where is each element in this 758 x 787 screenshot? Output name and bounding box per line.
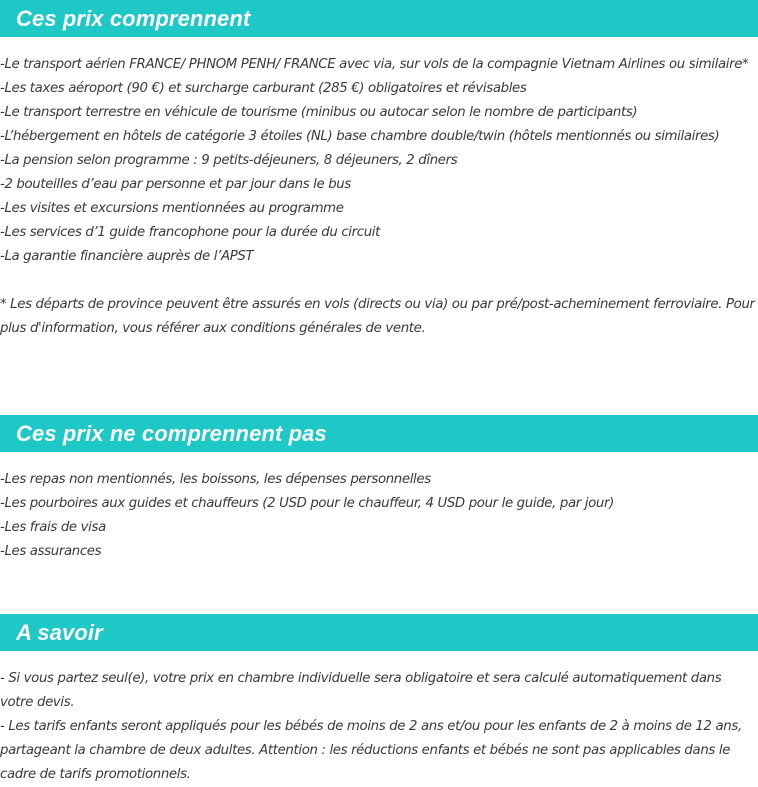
list-item: -Les taxes aéroport (90 €) et surcharge carburant (285 €) obligatoires et révisables <box>0 81 527 96</box>
section-header-not-included <box>0 415 758 452</box>
list-item: - Les tarifs enfants seront appliqués pour les bébés de moins de 2 ans et/ou pour les enfants de 2 à moins de 12 ans, partageant la chambre de deux adultes. Attention : les réductions enfants et bébés ne sont pas applicables dans le cadre de tarifs promotionnels. <box>0 719 742 782</box>
list-item: -Les visites et excursions mentionnées au programme <box>0 201 344 216</box>
list-item: -La garantie financière auprès de l’APST <box>0 249 254 264</box>
list-item: -Le transport terrestre en véhicule de tourisme (minibus ou autocar selon le nombre de participants) <box>0 105 638 120</box>
list-item: -Les assurances <box>0 544 102 559</box>
footnote: * Les départs de province peuvent être assurés en vols (directs ou via) ou par pré/post-acheminement ferroviaire. Pour plus d'information, vous référer aux conditions générales de vente. <box>0 297 755 336</box>
section-body-to-know <box>0 667 758 787</box>
list-item: -La pension selon programme : 9 petits-déjeuners, 8 déjeuners, 2 dîners <box>0 153 458 168</box>
list-item: -Les frais de visa <box>0 520 106 535</box>
section-title: Ces prix comprennent <box>16 6 251 31</box>
section-title: A savoir <box>16 620 103 645</box>
list-item: -2 bouteilles d’eau par personne et par jour dans le bus <box>0 177 351 192</box>
list-item: - Si vous partez seul(e), votre prix en chambre individuelle sera obligatoire et sera calculé automatiquement dans votre devis. <box>0 671 722 710</box>
list-item: -Les services d’1 guide francophone pour la durée du circuit <box>0 225 380 240</box>
section-header-included <box>0 0 758 37</box>
section-body-not-included <box>0 468 758 564</box>
list-item: -Les pourboires aux guides et chauffeurs (2 USD pour le chauffeur, 4 USD pour le guide, par jour) <box>0 496 614 511</box>
list-item: -L’hébergement en hôtels de catégorie 3 étoiles (NL) base chambre double/twin (hôtels mentionnés ou similaires) <box>0 129 720 144</box>
section-header-to-know <box>0 614 758 651</box>
spacer <box>0 269 758 293</box>
section-title: Ces prix ne comprennent pas <box>16 421 327 446</box>
list-item: -Les repas non mentionnés, les boissons, les dépenses personnelles <box>0 472 431 487</box>
section-body-included <box>0 53 758 341</box>
list-item: -Le transport aérien FRANCE/ PHNOM PENH/ FRANCE avec via, sur vols de la compagnie Vietnam Airlines ou similaire* <box>0 57 749 72</box>
